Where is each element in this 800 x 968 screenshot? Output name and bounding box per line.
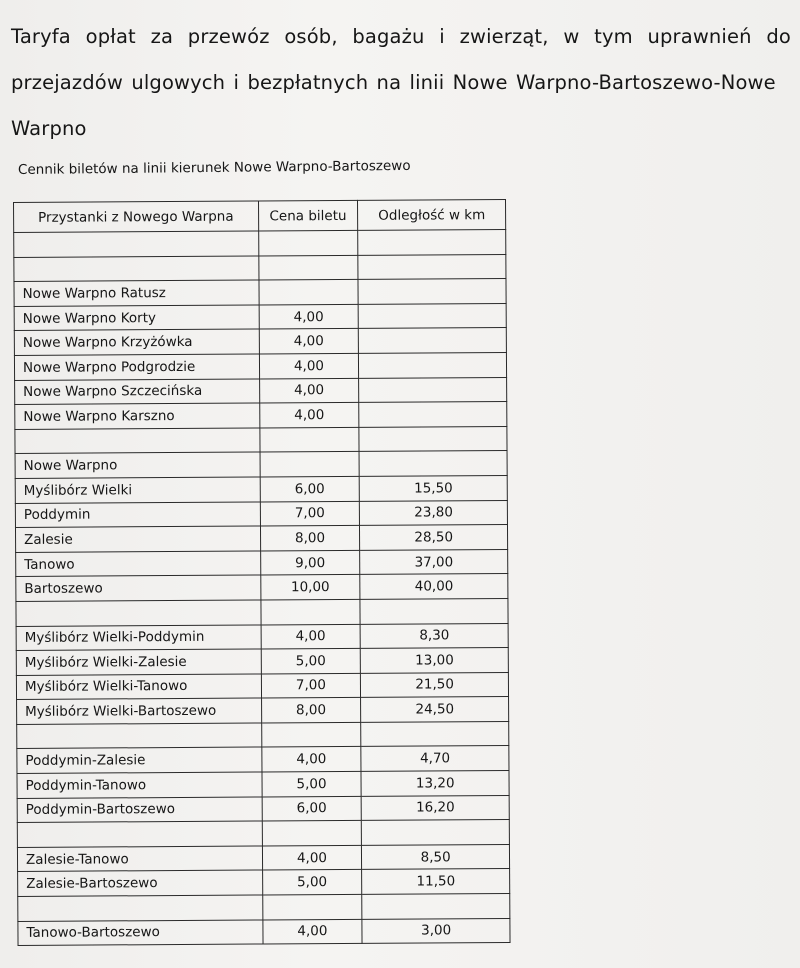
price-cell: 9,00 [260, 550, 360, 575]
table-row [15, 377, 507, 405]
table-row [16, 623, 508, 651]
table-row [14, 229, 506, 257]
table-row [16, 648, 508, 676]
price-cell: 4,00 [262, 919, 362, 944]
header-distance: Odległość w km [358, 199, 506, 230]
distance-cell: 15,50 [360, 475, 508, 500]
distance-cell [359, 451, 507, 476]
distance-cell: 13,00 [361, 648, 509, 673]
price-cell [259, 427, 359, 452]
distance-cell: 21,50 [361, 672, 509, 697]
stop-cell: Myślibórz Wielki-Bartoszewo [17, 698, 262, 724]
price-cell: 7,00 [261, 673, 361, 698]
price-cell: 5,00 [262, 870, 362, 895]
distance-cell: 8,30 [360, 623, 508, 648]
table-row [14, 303, 506, 331]
table-row [17, 721, 509, 749]
stop-cell [14, 256, 259, 282]
price-cell: 4,00 [262, 845, 362, 870]
stop-cell [16, 600, 261, 626]
stop-cell: Poddymin-Bartoszewo [17, 797, 262, 823]
price-cell: 10,00 [260, 575, 360, 600]
stop-cell: Nowe Warpno Korty [14, 305, 259, 331]
stop-cell: Tanowo [16, 551, 261, 577]
distance-cell: 8,50 [362, 844, 510, 869]
distance-cell [362, 820, 510, 845]
table-row [18, 894, 510, 922]
distance-cell [359, 328, 507, 353]
price-cell: 4,00 [259, 304, 359, 329]
distance-cell: 28,50 [360, 525, 508, 550]
table-row [18, 869, 510, 897]
distance-cell: 11,50 [362, 869, 510, 894]
table-row [18, 918, 510, 946]
distance-cell [359, 377, 507, 402]
stop-cell [15, 428, 260, 454]
distance-cell [361, 721, 509, 746]
stop-cell: Zalesie-Bartoszewo [18, 870, 263, 896]
price-cell [258, 255, 358, 280]
stop-cell [14, 231, 259, 257]
price-cell: 8,00 [260, 526, 360, 551]
stop-cell: Myślibórz Wielki-Poddymin [16, 624, 261, 650]
stop-cell: Nowe Warpno Krzyżówka [14, 329, 259, 355]
stop-cell: Nowe Warpno Karszno [15, 403, 260, 429]
distance-cell [359, 402, 507, 427]
price-cell: 6,00 [262, 796, 362, 821]
price-cell: 4,00 [259, 353, 359, 378]
document-title [11, 14, 791, 152]
table-row [16, 574, 508, 602]
table-row [14, 254, 506, 282]
distance-cell: 40,00 [360, 574, 508, 599]
distance-cell: 13,20 [361, 771, 509, 796]
distance-cell: 4,70 [361, 746, 509, 771]
price-cell [260, 599, 360, 624]
table-row [15, 451, 507, 479]
stop-cell: Nowe Warpno [15, 452, 260, 478]
stop-cell: Nowe Warpno Podgrodzie [14, 354, 259, 380]
distance-cell [359, 426, 507, 451]
price-table [13, 199, 511, 946]
price-cell [260, 452, 360, 477]
table-body [14, 229, 510, 945]
distance-cell [360, 598, 508, 623]
table-row [15, 402, 507, 430]
stop-cell: Poddymin [15, 502, 260, 528]
table-row [17, 771, 509, 799]
stop-cell: Tanowo-Bartoszewo [18, 920, 263, 946]
stop-cell: Zalesie [15, 526, 260, 552]
stop-cell: Myślibórz Wielki [15, 477, 260, 503]
header-row [14, 199, 506, 232]
price-cell: 8,00 [261, 698, 361, 723]
price-cell: 4,00 [259, 403, 359, 428]
table-row [15, 500, 507, 528]
stop-cell: Bartoszewo [16, 575, 261, 601]
stop-cell: Nowe Warpno Szczecińska [15, 379, 260, 405]
price-cell [258, 280, 358, 305]
distance-cell: 24,50 [361, 697, 509, 722]
table-row [14, 328, 506, 356]
distance-cell: 16,20 [361, 795, 509, 820]
price-cell: 4,00 [261, 747, 361, 772]
table-row [17, 820, 509, 848]
table-row [17, 795, 509, 823]
title-line-3: Warpno [11, 117, 87, 140]
title-line-2: przejazdów ulgowych i bezpłatnych na linii Nowe Warpno-Bartoszewo-Nowe [11, 71, 776, 94]
price-cell [262, 821, 362, 846]
stop-cell: Myślibórz Wielki-Tanowo [16, 674, 261, 700]
table-row [16, 672, 508, 700]
price-cell [262, 894, 362, 919]
table-row [14, 279, 506, 307]
stop-cell: Myślibórz Wielki-Zalesie [16, 649, 261, 675]
stop-cell [17, 723, 262, 749]
table-row [16, 598, 508, 626]
price-cell: 4,00 [259, 378, 359, 403]
table-row [17, 746, 509, 774]
price-cell: 5,00 [261, 648, 361, 673]
price-cell: 5,00 [262, 771, 362, 796]
stop-cell [18, 895, 263, 921]
table-row [17, 844, 509, 872]
table-row [15, 475, 507, 503]
table-row [15, 426, 507, 454]
distance-cell: 3,00 [362, 918, 510, 943]
price-cell: 7,00 [260, 501, 360, 526]
price-cell [258, 230, 358, 255]
distance-cell [359, 352, 507, 377]
table-header [14, 199, 506, 232]
stop-cell [17, 821, 262, 847]
stop-cell: Poddymin-Tanowo [17, 772, 262, 798]
distance-cell: 23,80 [360, 500, 508, 525]
price-cell: 4,00 [259, 329, 359, 354]
distance-cell [358, 279, 506, 304]
stop-cell: Zalesie-Tanowo [17, 846, 262, 872]
table-row [15, 525, 507, 553]
price-cell: 4,00 [261, 624, 361, 649]
header-price: Cena biletu [258, 200, 358, 231]
price-cell [261, 722, 361, 747]
stop-cell: Poddymin-Zalesie [17, 747, 262, 773]
distance-cell [358, 303, 506, 328]
distance-cell: 37,00 [360, 549, 508, 574]
table-row [14, 352, 506, 380]
price-cell: 6,00 [260, 476, 360, 501]
header-stops: Przystanki z Nowego Warpna [14, 201, 259, 232]
distance-cell [358, 254, 506, 279]
distance-cell [362, 894, 510, 919]
title-line-1: Taryfa opłat za przewóz osób, bagażu i zwierząt, w tym uprawnień do [11, 25, 791, 48]
distance-cell [358, 229, 506, 254]
table-caption: Cennik biletów na linii kierunek Nowe Warpno-Bartoszewo [17, 157, 411, 178]
stop-cell: Nowe Warpno Ratusz [14, 280, 259, 306]
table-row [16, 549, 508, 577]
table-row [17, 697, 509, 725]
